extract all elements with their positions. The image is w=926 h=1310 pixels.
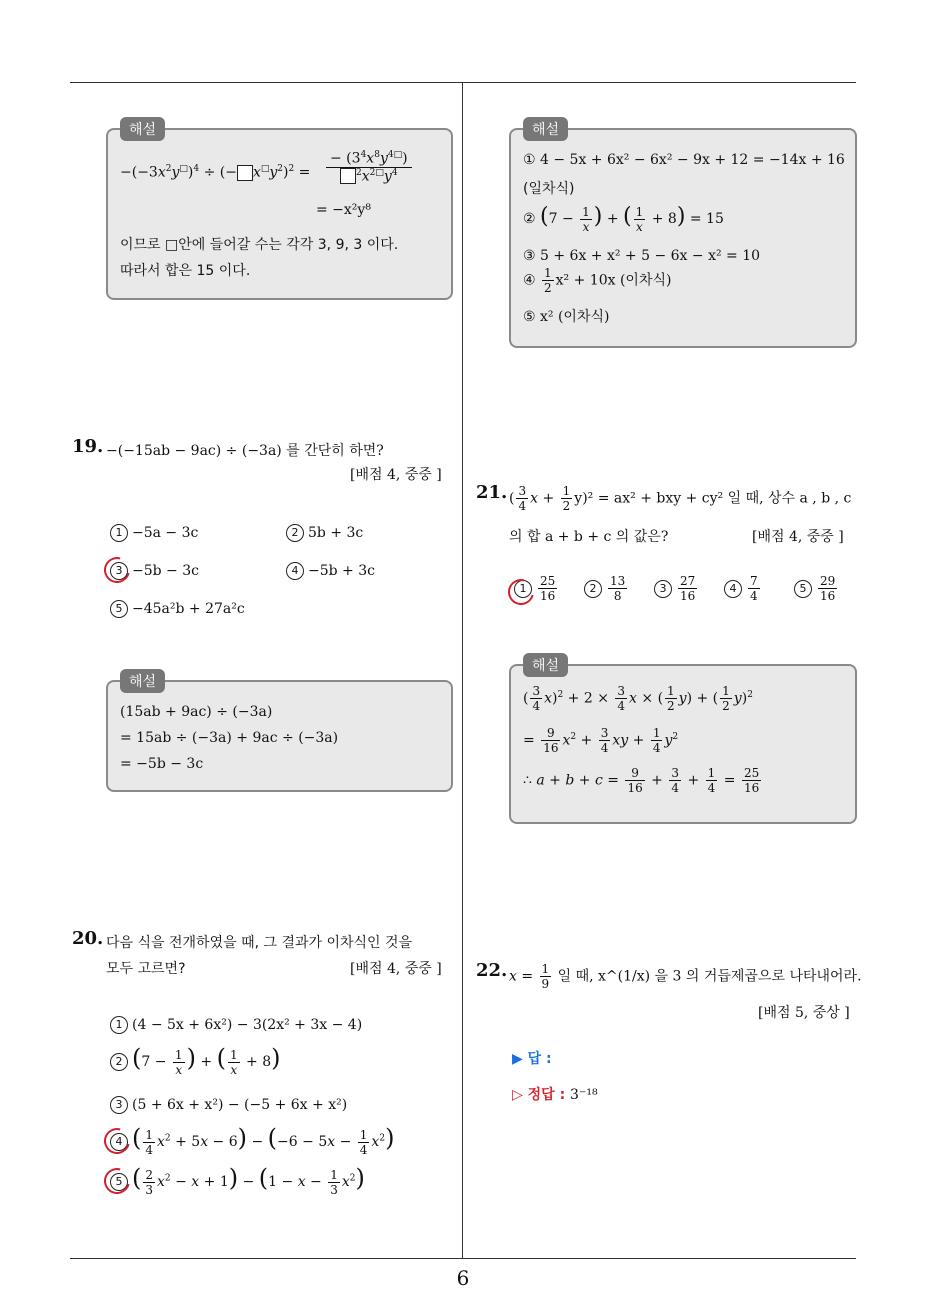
selected-answer-mark bbox=[99, 552, 135, 588]
option-3[interactable]: 3 −5b − 3c bbox=[110, 562, 199, 580]
solution-tag: 해설 bbox=[120, 669, 165, 693]
option-2[interactable]: 2 (7 − $\frac{1}{x}$ ) + ( $\frac{1}{x}$ + 8) bbox=[110, 1044, 281, 1077]
option-5[interactable]: 5 ( $\frac{2}{3}$ $x^2 - x + 1) - (1 - x$ − $\frac{1}{3}$ $x^2$) bbox=[110, 1164, 365, 1197]
question-number: 19. bbox=[72, 436, 104, 457]
question-text: ( $\frac{3}{4}$ x + $\frac{1}{2}$ y)² = ax² + bxy + cy² 일 때, 상수 a , b , c bbox=[509, 484, 852, 513]
question-text: −(−15ab − 9ac) ÷ (−3a) 를 간단히 하면? bbox=[106, 443, 384, 459]
solution-line: $-(-3x^2y^□)^4$ ÷ (− $x^□y^2)^2$ = bbox=[120, 164, 311, 181]
option-2[interactable]: 2 $\frac{13}{8}$ bbox=[584, 574, 629, 603]
solution-line: ① 4 − 5x + 6x² − 6x² − 9x + 12 = −14x + 16 bbox=[523, 152, 845, 168]
solution-line: 이므로 □안에 들어갈 수는 각각 3, 9, 3 이다. bbox=[120, 237, 399, 253]
option-text: −5a − 3c bbox=[132, 525, 199, 541]
solution-line: = −x²y⁸ bbox=[316, 202, 371, 218]
question-text: 다음 식을 전개하였을 때, 그 결과가 이차식인 것을 bbox=[106, 935, 413, 951]
solution-line: ③ 5 + 6x + x² + 5 − 6x − x² = 10 bbox=[523, 248, 761, 264]
answer-label: ▶ 답 : bbox=[512, 1051, 552, 1067]
solution-box-20 bbox=[509, 122, 857, 348]
question-number: 20. bbox=[72, 928, 104, 949]
question-text-suffix: y)² = ax² + bxy + cy² 일 때, 상수 a , b , c bbox=[574, 490, 852, 507]
question-score: [배점 5, 중상 ] bbox=[758, 1005, 850, 1021]
correct-answer-prefix: ▷ 정답 : bbox=[512, 1087, 566, 1103]
question-text: 의 합 a + b + c 의 값은? bbox=[509, 529, 669, 545]
option-4[interactable]: 4 −5b + 3c bbox=[286, 562, 375, 580]
solution-tag: 해설 bbox=[523, 653, 568, 677]
question-text-suffix: 일 때, x^(1/x) 을 3 의 거듭제곱으로 나타내어라. bbox=[557, 968, 862, 985]
solution-line-4-text: x² + 10x (이차식) bbox=[555, 272, 672, 289]
option-text: −5b − 3c bbox=[132, 563, 199, 579]
solution-box-21 bbox=[509, 658, 857, 824]
solution-line: ② (7 − $\frac{1}{x}$ ) + ( $\frac{1}{x}$ + 8) = 15 bbox=[523, 204, 724, 234]
option-text: (5 + 6x + x²) − (−5 + 6x + x²) bbox=[132, 1097, 348, 1113]
solution-line: = −5b − 3c bbox=[120, 756, 204, 772]
question-text: 모두 고르면? bbox=[106, 961, 186, 977]
solution-fraction: − $(3^4x^8y^{4□})$ $^2x^{2□}y^4$ bbox=[326, 150, 412, 184]
question-number: 22. bbox=[476, 960, 508, 981]
option-1[interactable]: 1 −5a − 3c bbox=[110, 524, 198, 542]
question-score: [배점 4, 중중 ] bbox=[752, 529, 844, 545]
question-number: 21. bbox=[476, 482, 508, 503]
solution-line: ⑤ x² (이차식) bbox=[523, 309, 610, 325]
solution-tag: 해설 bbox=[120, 117, 165, 141]
solution-line: = $\frac{9}{16}$ $x^2$ + $\frac{3}{4}$ xy + $\frac{1}{4}$ $y^2$ bbox=[523, 726, 679, 755]
question-text: x = $\frac{1}{9}$ 일 때, x^(1/x) 을 3 의 거듭제곱으로 나타내어라. bbox=[509, 962, 862, 991]
top-rule bbox=[70, 82, 856, 83]
option-text: −5b + 3c bbox=[308, 563, 375, 579]
option-3[interactable]: 3 $\frac{27}{16}$ bbox=[654, 574, 699, 603]
option-4[interactable]: 4 $\frac{7}{4}$ bbox=[724, 574, 762, 603]
option-2[interactable]: 2 5b + 3c bbox=[286, 524, 363, 542]
solution-line: ( $\frac{3}{4}$ x)$^2$ + 2 × $\frac{3}{4}$ x × ( $\frac{1}{2}$ y) + ( $\frac{1}{2}$ y)$^2$ bbox=[523, 684, 753, 713]
solution-line: ④ $\frac{1}{2}$ x² + 10x (이차식) bbox=[523, 266, 672, 295]
correct-answer-value: 3⁻¹⁸ bbox=[570, 1087, 598, 1103]
option-1[interactable]: 1 $\frac{25}{16}$ bbox=[514, 574, 559, 603]
solution-line: ∴ a + b + c = $\frac{9}{16}$ + $\frac{3}{4}$ + $\frac{1}{4}$ = $\frac{25}{16}$ bbox=[523, 766, 760, 795]
question-score: [배점 4, 중중 ] bbox=[350, 467, 442, 483]
solution-line: = 15ab ÷ (−3a) + 9ac ÷ (−3a) bbox=[120, 730, 339, 746]
column-divider bbox=[462, 82, 463, 1258]
option-5[interactable]: 5 $\frac{29}{16}$ bbox=[794, 574, 839, 603]
option-4[interactable]: 4 ( $\frac{1}{4}$ $x^2 + 5x - 6) - (-6 - 5x$ − $\frac{1}{4}$ $x^2$) bbox=[110, 1124, 394, 1157]
option-3[interactable]: 3 (5 + 6x + x²) − (−5 + 6x + x²) bbox=[110, 1096, 347, 1114]
solution-box-18 bbox=[106, 122, 453, 300]
option-text: 5b + 3c bbox=[308, 525, 364, 541]
option-1[interactable]: 1 (4 − 5x + 6x²) − 3(2x² + 3x − 4) bbox=[110, 1016, 362, 1034]
solution-line: (일차식) bbox=[523, 181, 575, 197]
bottom-rule bbox=[70, 1258, 856, 1259]
solution-line: 따라서 합은 15 이다. bbox=[120, 263, 251, 279]
page-number: 6 bbox=[456, 1266, 470, 1290]
option-text: −45a²b + 27a²c bbox=[132, 601, 245, 617]
option-text: (4 − 5x + 6x²) − 3(2x² + 3x − 4) bbox=[132, 1017, 363, 1033]
question-score: [배점 4, 중중 ] bbox=[350, 961, 442, 977]
correct-answer-label bbox=[512, 1084, 598, 1104]
solution-box-19 bbox=[106, 674, 453, 792]
solution-line: (15ab + 9ac) ÷ (−3a) bbox=[120, 704, 273, 720]
solution-tag: 해설 bbox=[523, 117, 568, 141]
option-5[interactable]: 5 −45a²b + 27a²c bbox=[110, 600, 245, 618]
